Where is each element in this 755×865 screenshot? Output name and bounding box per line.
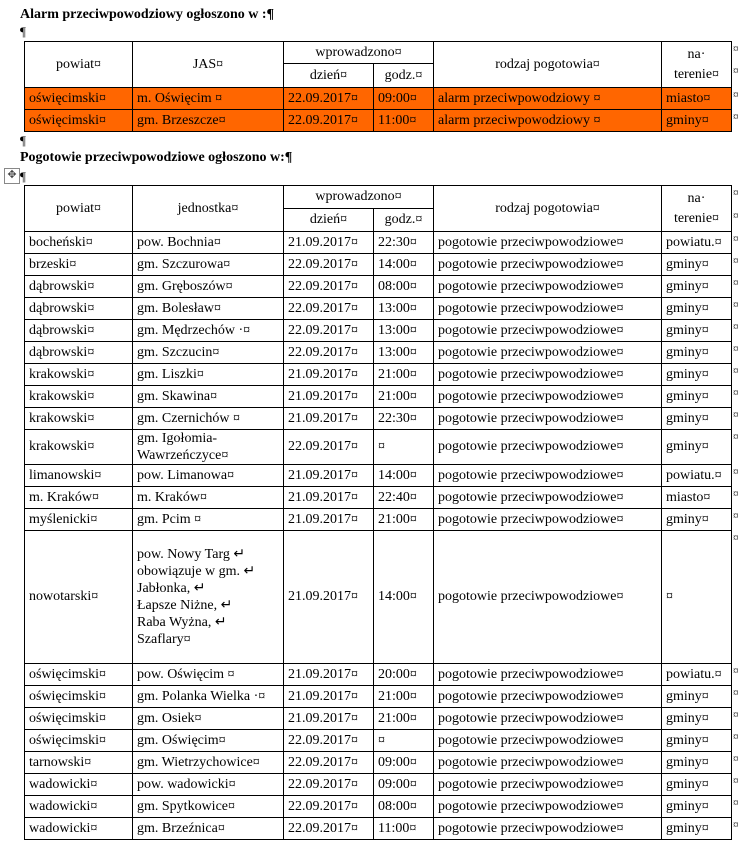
cell-unit: gm. Spytkowice¤	[133, 796, 284, 818]
cell-dzien: 21.09.2017¤	[284, 465, 374, 487]
table-row	[25, 796, 732, 818]
cell-teren: gminy¤	[662, 320, 732, 342]
cell-dzien: 21.09.2017¤	[284, 232, 374, 254]
cell-rodzaj: pogotowie przeciwpowodziowe¤	[434, 487, 662, 509]
cell-rodzaj: pogotowie przeciwpowodziowe¤	[434, 232, 662, 254]
cell-teren: powiatu.¤	[662, 465, 732, 487]
cell-godz: 21:00¤	[374, 509, 434, 531]
cell-godz: 14:00¤	[374, 531, 434, 664]
table-row	[25, 531, 732, 664]
cell-powiat: oświęcimski¤	[25, 708, 133, 730]
cell-teren: gminy¤	[662, 254, 732, 276]
paragraph-mark: ¶	[20, 169, 26, 184]
end-of-row-mark: ¤	[733, 709, 739, 721]
cell-unit: pow. Nowy Targ ↵ obowiązuje w gm. ↵ Jabłonka, ↵ Łapsze Niżne, ↵ Raba Wyżna, ↵ Szaflary¤	[133, 531, 284, 664]
cell-rodzaj: pogotowie przeciwpowodziowe¤	[434, 664, 662, 686]
cell-powiat: wadowicki¤	[25, 796, 133, 818]
table-row	[25, 386, 732, 408]
cell-unit: gm. Igołomia-Wawrzeńczyce¤	[133, 430, 284, 465]
cell-godz: 09:00¤	[374, 774, 434, 796]
cell-powiat: bocheński¤	[25, 232, 133, 254]
cell-powiat: nowotarski¤	[25, 531, 133, 664]
table-row	[25, 752, 732, 774]
cell-unit: gm. Brzeźnica¤	[133, 818, 284, 840]
cell-teren: gminy¤	[662, 408, 732, 430]
table-row	[25, 364, 732, 386]
end-of-row-mark: ¤	[733, 510, 739, 522]
cell-dzien: 22.09.2017¤	[284, 730, 374, 752]
cell-godz: 09:00¤	[374, 88, 434, 110]
cell-dzien: 22.09.2017¤	[284, 110, 374, 132]
cell-dzien: 21.09.2017¤	[284, 686, 374, 708]
cell-teren: gminy¤	[662, 796, 732, 818]
cell-unit: gm. Polanka Wielka ·¤	[133, 686, 284, 708]
table-row	[25, 232, 732, 254]
cell-rodzaj: pogotowie przeciwpowodziowe¤	[434, 818, 662, 840]
cell-rodzaj: pogotowie przeciwpowodziowe¤	[434, 509, 662, 531]
table-row	[25, 664, 732, 686]
cell-powiat: wadowicki¤	[25, 774, 133, 796]
cell-rodzaj: pogotowie przeciwpowodziowe¤	[434, 796, 662, 818]
cell-unit: gm. Bolesław¤	[133, 298, 284, 320]
end-of-row-mark: ¤	[733, 488, 739, 500]
cell-dzien: 22.09.2017¤	[284, 276, 374, 298]
cell-rodzaj: pogotowie przeciwpowodziowe¤	[434, 708, 662, 730]
cell-teren: gminy¤	[662, 730, 732, 752]
end-of-row-mark: ¤	[733, 210, 739, 222]
cell-teren: powiatu.¤	[662, 232, 732, 254]
end-of-row-mark: ¤	[733, 299, 739, 311]
cell-powiat: oświęcimski¤	[25, 686, 133, 708]
cell-godz: 13:00¤	[374, 342, 434, 364]
end-of-row-mark: ¤	[733, 365, 739, 377]
table-row	[25, 708, 732, 730]
cell-dzien: 22.09.2017¤	[284, 254, 374, 276]
cell-rodzaj: pogotowie przeciwpowodziowe¤	[434, 320, 662, 342]
header-dzien: dzień¤	[284, 209, 374, 232]
cell-teren: powiatu.¤	[662, 664, 732, 686]
cell-powiat: m. Kraków¤	[25, 487, 133, 509]
cell-unit: gm. Gręboszów¤	[133, 276, 284, 298]
cell-rodzaj: pogotowie przeciwpowodziowe¤	[434, 276, 662, 298]
cell-teren: gminy¤	[662, 708, 732, 730]
end-of-row-mark: ¤	[733, 43, 739, 55]
cell-godz: 08:00¤	[374, 796, 434, 818]
cell-godz: 13:00¤	[374, 320, 434, 342]
cell-rodzaj: alarm przeciwpowodziowy ¤	[434, 88, 662, 110]
end-of-row-mark: ¤	[733, 321, 739, 333]
cell-godz: 20:00¤	[374, 664, 434, 686]
table-row	[25, 686, 732, 708]
header-wprowadzono: wprowadzono¤	[284, 186, 434, 209]
cell-godz: 21:00¤	[374, 364, 434, 386]
end-of-row-mark: ¤	[733, 187, 739, 199]
cell-powiat: oświęcimski¤	[25, 88, 133, 110]
cell-dzien: 21.09.2017¤	[284, 531, 374, 664]
end-of-row-mark: ¤	[733, 687, 739, 699]
end-of-row-mark: ¤	[733, 65, 739, 77]
cell-powiat: krakowski¤	[25, 364, 133, 386]
cell-godz: 22:30¤	[374, 408, 434, 430]
cell-dzien: 22.09.2017¤	[284, 298, 374, 320]
header-dzien: dzień¤	[284, 64, 374, 88]
cell-powiat: oświęcimski¤	[25, 110, 133, 132]
cell-unit: gm. Mędrzechów ·¤	[133, 320, 284, 342]
cell-teren: miasto¤	[662, 88, 732, 110]
cell-teren: gminy¤	[662, 298, 732, 320]
cell-teren: ¤	[662, 531, 732, 664]
table-row	[25, 465, 732, 487]
cell-dzien: 21.09.2017¤	[284, 509, 374, 531]
header-godz: godz.¤	[374, 64, 434, 88]
cell-teren: gminy¤	[662, 342, 732, 364]
cell-godz: 22:30¤	[374, 232, 434, 254]
alarm-table	[24, 41, 732, 132]
cell-dzien: 22.09.2017¤	[284, 320, 374, 342]
cell-unit: gm. Czernichów ¤	[133, 408, 284, 430]
cell-dzien: 22.09.2017¤	[284, 88, 374, 110]
cell-powiat: krakowski¤	[25, 386, 133, 408]
header-powiat: powiat¤	[25, 186, 133, 232]
end-of-row-mark: ¤	[733, 89, 739, 101]
cell-unit: gm. Skawina¤	[133, 386, 284, 408]
end-of-row-mark: ¤	[733, 343, 739, 355]
end-of-row-mark: ¤	[733, 775, 739, 787]
end-of-row-mark: ¤	[733, 233, 739, 245]
cell-unit: pow. Bochnia¤	[133, 232, 284, 254]
cell-powiat: oświęcimski¤	[25, 730, 133, 752]
cell-powiat: wadowicki¤	[25, 818, 133, 840]
cell-powiat: krakowski¤	[25, 430, 133, 465]
cell-rodzaj: pogotowie przeciwpowodziowe¤	[434, 774, 662, 796]
cell-rodzaj: pogotowie przeciwpowodziowe¤	[434, 730, 662, 752]
paragraph-mark: ¶	[20, 133, 26, 148]
cell-godz: 14:00¤	[374, 254, 434, 276]
cell-teren: gminy¤	[662, 386, 732, 408]
header-unit: jednostka¤	[133, 186, 284, 232]
cell-teren: gminy¤	[662, 818, 732, 840]
cell-dzien: 22.09.2017¤	[284, 430, 374, 465]
table-row	[25, 487, 732, 509]
cell-dzien: 21.09.2017¤	[284, 408, 374, 430]
cell-unit: gm. Oświęcim¤	[133, 730, 284, 752]
header-na-terenie-line2: terenie¤	[673, 210, 720, 226]
cell-godz: ¤	[374, 430, 434, 465]
cell-rodzaj: pogotowie przeciwpowodziowe¤	[434, 342, 662, 364]
header-na-terenie-line2: terenie¤	[673, 66, 720, 82]
cell-dzien: 22.09.2017¤	[284, 342, 374, 364]
table-row	[25, 509, 732, 531]
header-na-terenie-line1: na·	[687, 46, 706, 62]
header-unit: JAS¤	[133, 42, 284, 88]
cell-unit: pow. wadowicki¤	[133, 774, 284, 796]
cell-teren: gminy¤	[662, 110, 732, 132]
cell-powiat: oświęcimski¤	[25, 664, 133, 686]
end-of-row-mark: ¤	[733, 255, 739, 267]
cell-godz: ¤	[374, 730, 434, 752]
table-row	[25, 408, 732, 430]
end-of-row-mark: ¤	[733, 111, 739, 123]
cell-rodzaj: pogotowie przeciwpowodziowe¤	[434, 254, 662, 276]
cell-rodzaj: pogotowie przeciwpowodziowe¤	[434, 531, 662, 664]
cell-powiat: brzeski¤	[25, 254, 133, 276]
cell-godz: 08:00¤	[374, 276, 434, 298]
table-row	[25, 774, 732, 796]
paragraph-mark: ¶	[20, 24, 26, 39]
header-rodzaj: rodzaj pogotowia¤	[434, 186, 662, 232]
end-of-row-mark: ¤	[733, 731, 739, 743]
cell-powiat: dąbrowski¤	[25, 320, 133, 342]
cell-unit: gm. Szczurowa¤	[133, 254, 284, 276]
cell-unit: gm. Wietrzychowice¤	[133, 752, 284, 774]
pogotowie-table	[24, 185, 732, 840]
cell-powiat: tarnowski¤	[25, 752, 133, 774]
table-row	[25, 730, 732, 752]
cell-dzien: 21.09.2017¤	[284, 708, 374, 730]
table-row	[25, 818, 732, 840]
cell-rodzaj: pogotowie przeciwpowodziowe¤	[434, 298, 662, 320]
cell-godz: 11:00¤	[374, 110, 434, 132]
end-of-row-mark: ¤	[733, 466, 739, 478]
cell-godz: 11:00¤	[374, 818, 434, 840]
cell-godz: 22:40¤	[374, 487, 434, 509]
end-of-row-mark: ¤	[733, 277, 739, 289]
table-row	[25, 342, 732, 364]
cell-teren: miasto¤	[662, 487, 732, 509]
cell-powiat: myślenicki¤	[25, 509, 133, 531]
cell-teren: gminy¤	[662, 509, 732, 531]
cell-godz: 09:00¤	[374, 752, 434, 774]
cell-godz: 21:00¤	[374, 386, 434, 408]
cell-teren: gminy¤	[662, 686, 732, 708]
cell-powiat: dąbrowski¤	[25, 276, 133, 298]
header-na-terenie	[662, 42, 732, 88]
cell-teren: gminy¤	[662, 774, 732, 796]
cell-godz: 21:00¤	[374, 686, 434, 708]
cell-dzien: 21.09.2017¤	[284, 386, 374, 408]
cell-godz: 14:00¤	[374, 465, 434, 487]
cell-powiat: krakowski¤	[25, 408, 133, 430]
cell-unit: pow. Limanowa¤	[133, 465, 284, 487]
cell-rodzaj: pogotowie przeciwpowodziowe¤	[434, 752, 662, 774]
cell-godz: 13:00¤	[374, 298, 434, 320]
cell-rodzaj: pogotowie przeciwpowodziowe¤	[434, 364, 662, 386]
end-of-row-mark: ¤	[733, 797, 739, 809]
header-na-terenie-line1: na·	[687, 190, 706, 206]
cell-rodzaj: pogotowie przeciwpowodziowe¤	[434, 686, 662, 708]
table-row	[25, 276, 732, 298]
table-row	[25, 110, 732, 132]
cell-powiat: dąbrowski¤	[25, 342, 133, 364]
table-move-handle-icon[interactable]: ✥	[4, 168, 20, 184]
cell-rodzaj: pogotowie przeciwpowodziowe¤	[434, 408, 662, 430]
cell-powiat: dąbrowski¤	[25, 298, 133, 320]
end-of-row-mark: ¤	[733, 409, 739, 421]
cell-rodzaj: pogotowie przeciwpowodziowe¤	[434, 430, 662, 465]
cell-unit: m. Oświęcim ¤	[133, 88, 284, 110]
cell-powiat: limanowski¤	[25, 465, 133, 487]
cell-dzien: 22.09.2017¤	[284, 774, 374, 796]
cell-rodzaj: pogotowie przeciwpowodziowe¤	[434, 386, 662, 408]
cell-dzien: 22.09.2017¤	[284, 818, 374, 840]
table-row	[25, 430, 732, 465]
table-row	[25, 320, 732, 342]
header-godz: godz.¤	[374, 209, 434, 232]
cell-unit: gm. Szczucin¤	[133, 342, 284, 364]
alarm-heading: Alarm przeciwpowodziowy ogłoszono w :¶	[20, 7, 275, 22]
header-na-terenie	[662, 186, 732, 232]
end-of-row-mark: ¤	[733, 431, 739, 443]
pogotowie-heading: Pogotowie przeciwpowodziowe ogłoszono w:¶	[20, 150, 293, 165]
cell-unit: gm. Pcim ¤	[133, 509, 284, 531]
cell-dzien: 21.09.2017¤	[284, 364, 374, 386]
cell-teren: gminy¤	[662, 276, 732, 298]
header-rodzaj: rodzaj pogotowia¤	[434, 42, 662, 88]
header-wprowadzono: wprowadzono¤	[284, 42, 434, 64]
table-row	[25, 254, 732, 276]
cell-rodzaj: pogotowie przeciwpowodziowe¤	[434, 465, 662, 487]
cell-rodzaj: alarm przeciwpowodziowy ¤	[434, 110, 662, 132]
table-row	[25, 298, 732, 320]
end-of-row-mark: ¤	[733, 819, 739, 831]
end-of-row-mark: ¤	[733, 753, 739, 765]
cell-dzien: 21.09.2017¤	[284, 487, 374, 509]
cell-teren: gminy¤	[662, 364, 732, 386]
cell-dzien: 22.09.2017¤	[284, 752, 374, 774]
cell-unit: gm. Liszki¤	[133, 364, 284, 386]
end-of-row-mark: ¤	[733, 532, 739, 544]
cell-dzien: 22.09.2017¤	[284, 796, 374, 818]
table-row	[25, 88, 732, 110]
cell-unit: gm. Brzeszcze¤	[133, 110, 284, 132]
end-of-row-mark: ¤	[733, 665, 739, 677]
cell-teren: gminy¤	[662, 752, 732, 774]
cell-teren: gminy¤	[662, 430, 732, 465]
cell-godz: 21:00¤	[374, 708, 434, 730]
cell-unit: gm. Osiek¤	[133, 708, 284, 730]
cell-dzien: 21.09.2017¤	[284, 664, 374, 686]
cell-unit: m. Kraków¤	[133, 487, 284, 509]
cell-unit: pow. Oświęcim ¤	[133, 664, 284, 686]
end-of-row-mark: ¤	[733, 387, 739, 399]
header-powiat: powiat¤	[25, 42, 133, 88]
